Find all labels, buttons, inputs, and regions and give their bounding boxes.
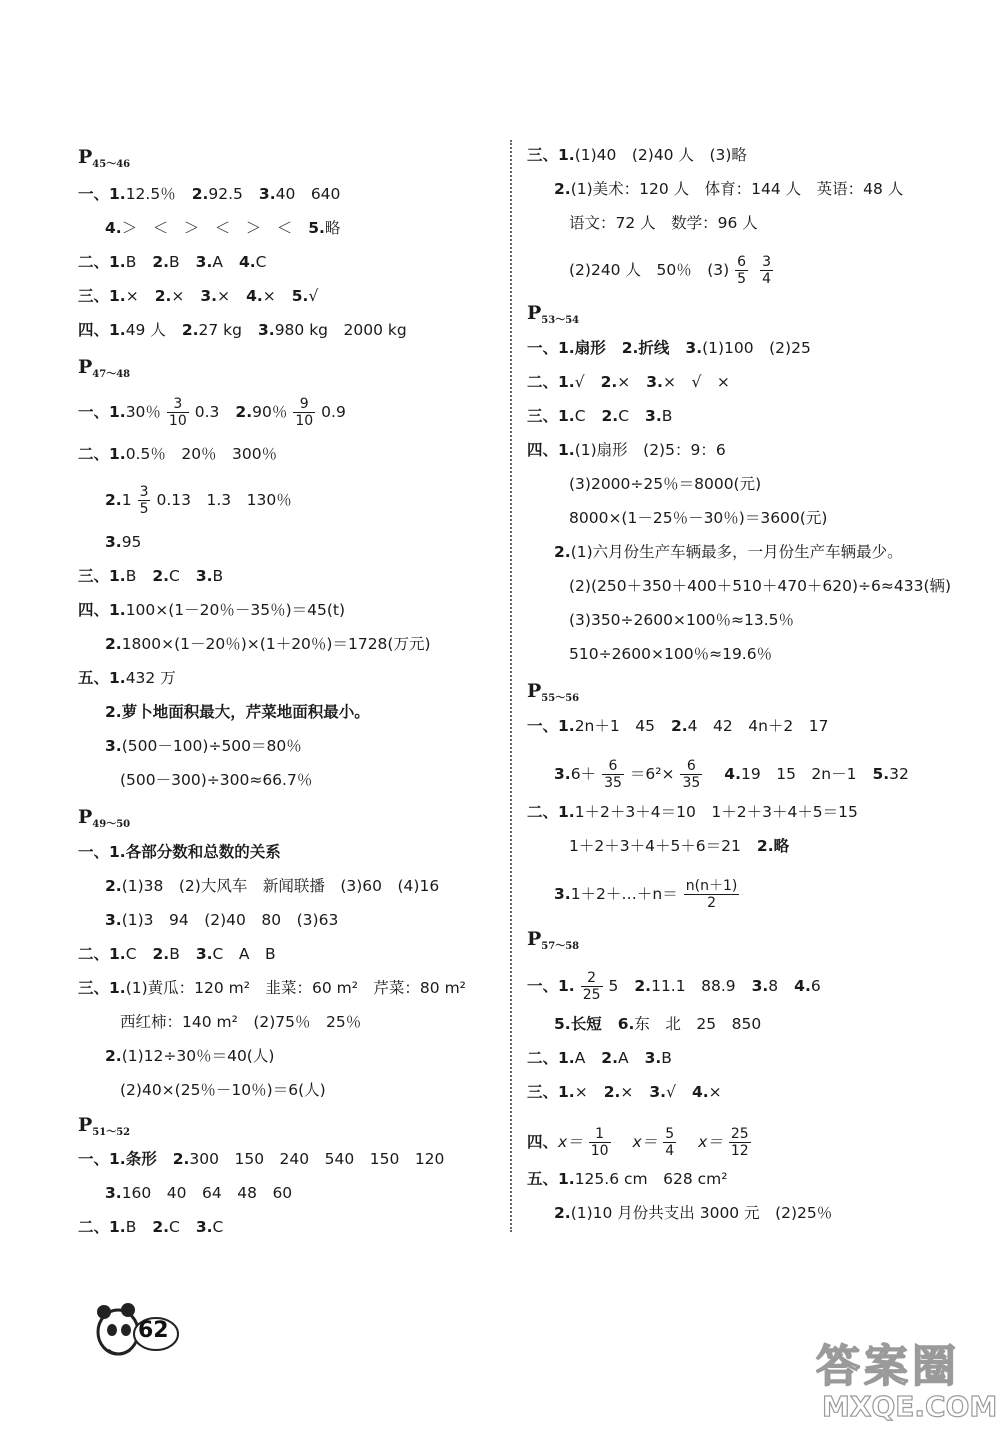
- answer-line: 2.(1)六月份生产车辆最多，一月份生产车辆最少。: [554, 543, 903, 561]
- answer-line: (3)2000÷25％＝8000(元): [569, 475, 762, 493]
- answer-line: (2)(250＋350＋400＋510＋470＋620)÷6≈433(辆): [569, 577, 952, 595]
- answer-line: 2.萝卜地面积最大，芹菜地面积最小。: [105, 703, 370, 721]
- answer-line: 一、1.扇形 2.折线 3.(1)100 (2)25: [527, 339, 811, 357]
- answer-line: 四、1.(1)扇形 (2)5：9：6: [527, 441, 726, 459]
- fraction: $\frac{6}{35}$: [682, 758, 701, 791]
- answer-line: 四、1.49 人 2.27 kg 3.980 kg 2000 kg: [78, 321, 407, 339]
- answer-line: 3.160 40 64 48 60: [105, 1184, 293, 1202]
- answer-line: 三、1.(1)40 (2)40 人 (3)略: [527, 146, 747, 164]
- section-heading-p53: $P_{53\sim 54}$: [527, 302, 580, 326]
- answer-line: 2.(1)12÷30％＝40(人): [105, 1047, 275, 1065]
- fraction: $\frac{6}{5}$: [737, 254, 747, 287]
- fraction: $\frac{3}{5}$: [139, 484, 149, 517]
- answer-line: 5.长短 6.东 北 25 850: [554, 1015, 762, 1033]
- answer-line: 3.(500－100)÷500＝80％: [105, 737, 302, 755]
- answer-line: 2.1 $\frac{3}{5}$ 0.13 1.3 130％: [105, 484, 292, 517]
- section-heading-p51: $P_{51\sim 52}$: [78, 1114, 131, 1138]
- answer-line: 2.(1)美术：120 人 体育：144 人 英语：48 人: [554, 180, 904, 198]
- fraction: $\frac{25}{12}$: [730, 1126, 749, 1159]
- fraction: $\frac{2}{25}$: [582, 970, 601, 1003]
- answer-line: 3.(1)3 94 (2)40 80 (3)63: [105, 911, 339, 929]
- answer-line: 一、1. $\frac{2}{25}$ 5 2.11.1 88.9 3.8 4.6: [527, 970, 821, 1003]
- answer-line: 三、1.× 2.× 3.√ 4.×: [527, 1083, 722, 1101]
- answer-line: 五、1.432 万: [78, 669, 176, 687]
- watermark: [800, 1330, 998, 1426]
- fraction: $\frac{5}{4}$: [665, 1126, 675, 1159]
- answer-line: 二、1.1＋2＋3＋4＝10 1＋2＋3＋4＋5＝15: [527, 803, 858, 821]
- fraction: $\frac{6}{35}$: [604, 758, 622, 791]
- answer-line: 二、1.B 2.C 3.C: [78, 1218, 224, 1236]
- answer-line: 二、1.0.5％ 20％ 300％: [78, 445, 278, 463]
- fraction: $\frac{1}{10}$: [590, 1126, 609, 1159]
- answer-line: 3.1＋2＋…＋n＝ $\frac{n(n+1)}{2}$: [554, 878, 738, 911]
- fraction: $\frac{9}{10}$: [295, 396, 314, 429]
- answer-line: 西红柿：140 m² (2)75％ 25％: [120, 1013, 362, 1031]
- answer-line: 3.95: [105, 533, 142, 551]
- page-number: 62: [138, 1318, 169, 1343]
- answer-line: 二、1.√ 2.× 3.× √ ×: [527, 373, 730, 391]
- answer-line: 一、1.12.5％ 2.92.5 3.40 640: [78, 185, 341, 203]
- watermark-text: 答案圈: [816, 1341, 960, 1392]
- answer-line: 一、1.30％ $\frac{3}{10}$ 0.3 2.90％ $\frac{9}{10}$ 0.9: [78, 396, 346, 429]
- answer-line: (500－300)÷300≈66.7％: [120, 771, 313, 789]
- answer-line: (3)350÷2600×100％≈13.5％: [569, 611, 795, 629]
- answer-line: 510÷2600×100％≈19.6％: [569, 645, 773, 663]
- answer-line: 三、1.B 2.C 3.B: [78, 567, 224, 585]
- answer-line: 二、1.C 2.B 3.C A B: [78, 945, 276, 963]
- answer-line: 三、1.C 2.C 3.B: [527, 407, 673, 425]
- fraction: $\frac{3}{4}$: [762, 254, 771, 287]
- answer-line: 四、x＝ $\frac{1}{10}$ x＝ $\frac{5}{4}$ x＝ $\frac{25}{12}$: [527, 1126, 749, 1159]
- answer-line: 三、1.(1)黄瓜：120 m² 韭菜：60 m² 芹菜：80 m²: [78, 979, 466, 997]
- answer-line: 1＋2＋3＋4＋5＋6＝21 2.略: [569, 837, 790, 855]
- section-heading-p45: $P_{45\sim 46}$: [78, 146, 131, 170]
- answer-line: 一、1.条形 2.300 150 240 540 150 120: [78, 1150, 445, 1168]
- answer-line: 2.(1)10 月份共支出 3000 元 (2)25％: [554, 1204, 833, 1222]
- answer-line: 二、1.A 2.A 3.B: [527, 1049, 672, 1067]
- answer-line: 四、1.100×(1－20％－35％)＝45(t): [78, 601, 346, 619]
- watermark-url: MXQE.COM: [822, 1390, 998, 1423]
- answer-line: 语文：72 人 数学：96 人: [569, 214, 758, 232]
- answer-line: 3.6＋ $\frac{6}{35}$ ＝6²× $\frac{6}{35}$ 4.19 15 2n－1 5.32: [554, 758, 909, 791]
- answer-line: 五、1.125.6 cm 628 cm²: [527, 1170, 728, 1188]
- answer-line: 2.(1)38 (2)大风车 新闻联播 (3)60 (4)16: [105, 877, 440, 895]
- section-heading-p55: $P_{55\sim 56}$: [527, 680, 580, 704]
- section-heading-p49: $P_{49\sim 50}$: [78, 806, 131, 830]
- answer-line: 2.1800×(1－20％)×(1＋20％)＝1728(万元): [105, 635, 431, 653]
- section-heading-p47: $P_{47\sim 48}$: [78, 356, 131, 380]
- answer-line: 一、1.各部分数和总数的关系: [78, 843, 281, 861]
- answer-line: (2)240 人 50％ (3) $\frac{6}{5}$ $\frac{3}{4}$: [569, 254, 771, 287]
- fraction: $\frac{n(n+1)}{2}$: [685, 878, 738, 911]
- section-heading-p57: $P_{57\sim 58}$: [527, 928, 580, 952]
- fraction: $\frac{3}{10}$: [168, 396, 187, 429]
- answer-line: 8000×(1－25％－30％)＝3600(元): [569, 509, 828, 527]
- answer-line: 三、1.× 2.× 3.× 4.× 5.√: [78, 287, 319, 305]
- answer-line: (2)40×(25％－10％)＝6(人): [120, 1081, 326, 1099]
- mascot-page-badge: [90, 1290, 180, 1360]
- column-divider: [510, 140, 512, 1232]
- answer-line: 一、1.2n＋1 45 2.4 42 4n＋2 17: [527, 717, 829, 735]
- answer-line: 二、1.B 2.B 3.A 4.C: [78, 253, 267, 271]
- answer-line: 4.＞ ＜ ＞ ＜ ＞ ＜ 5.略: [105, 219, 341, 237]
